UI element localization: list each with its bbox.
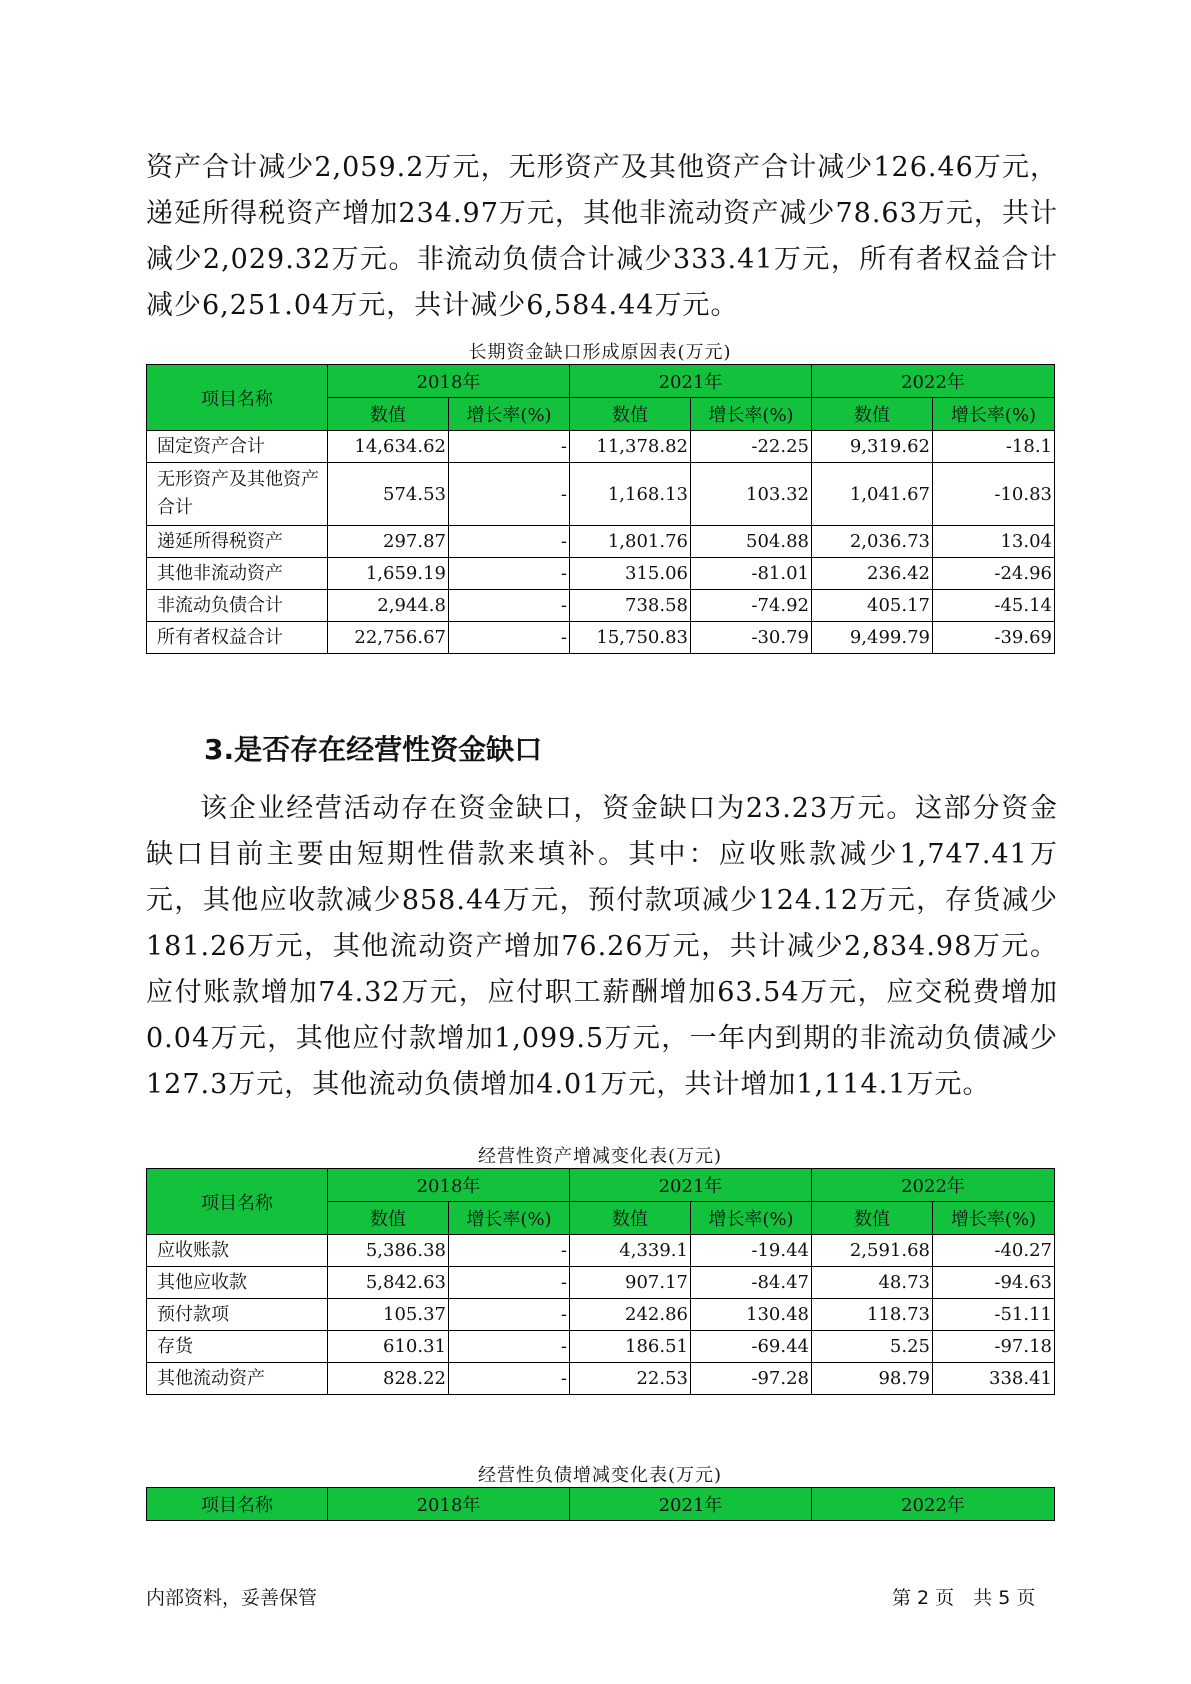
rate-2022: -10.83 — [933, 463, 1055, 526]
rate-2021: -97.28 — [691, 1363, 812, 1395]
footer-page-number: 第 2 页 共 5 页 — [892, 1587, 1036, 1609]
table-row — [147, 558, 1055, 590]
table-row — [147, 1363, 1055, 1395]
value-2018: 2,944.8 — [328, 590, 449, 622]
rate-2022: -97.18 — [933, 1331, 1055, 1363]
row-name: 无形资产及其他资产合计 — [147, 463, 328, 526]
table-row — [147, 463, 1055, 526]
header-value: 数值 — [328, 1202, 449, 1235]
value-2021: 242.86 — [570, 1299, 691, 1331]
table-row — [147, 590, 1055, 622]
value-2022: 236.42 — [812, 558, 933, 590]
paragraph-non-current-assets: 资产合计减少2,059.2万元，无形资产及其他资产合计减少126.46万元，递延所得税资产增加234.97万元，其他非流动资产减少78.63万元，共计减少2,029.32万元。非流动负债合计减少333.41万元，所有者权益合计减少6,251.04万元，共计减少6,584.44万元。 — [146, 152, 1058, 321]
value-2021: 1,168.13 — [570, 463, 691, 526]
row-name: 其他应收款 — [147, 1267, 328, 1299]
table-row — [147, 1235, 1055, 1267]
header-value: 数值 — [570, 1202, 691, 1235]
header-value: 数值 — [328, 398, 449, 431]
rate-2018: - — [449, 1267, 570, 1299]
rate-2022: -18.1 — [933, 431, 1055, 463]
value-2021: 1,801.76 — [570, 526, 691, 558]
value-2021: 315.06 — [570, 558, 691, 590]
value-2022: 5.25 — [812, 1331, 933, 1363]
row-name: 固定资产合计 — [147, 431, 328, 463]
header-rate: 增长率(%) — [933, 398, 1055, 431]
value-2018: 574.53 — [328, 463, 449, 526]
rate-2018: - — [449, 431, 570, 463]
header-value: 数值 — [812, 398, 933, 431]
operating-assets-table — [146, 1168, 1055, 1395]
rate-2021: -69.44 — [691, 1331, 812, 1363]
header-year-2021: 2021年 — [570, 1169, 812, 1202]
table-row — [147, 1267, 1055, 1299]
rate-2018: - — [449, 1299, 570, 1331]
rate-2018: - — [449, 558, 570, 590]
header-year-2022: 2022年 — [812, 1488, 1055, 1521]
rate-2018: - — [449, 1235, 570, 1267]
value-2018: 22,756.67 — [328, 622, 449, 654]
value-2018: 1,659.19 — [328, 558, 449, 590]
rate-2021: -74.92 — [691, 590, 812, 622]
long-term-gap-table — [146, 364, 1055, 654]
header-item-name: 项目名称 — [147, 1488, 328, 1521]
header-year-2021: 2021年 — [570, 1488, 812, 1521]
header-value: 数值 — [570, 398, 691, 431]
value-2022: 405.17 — [812, 590, 933, 622]
table1-caption: 长期资金缺口形成原因表(万元) — [468, 342, 732, 363]
row-name: 其他非流动资产 — [147, 558, 328, 590]
value-2018: 297.87 — [328, 526, 449, 558]
header-item-name: 项目名称 — [147, 365, 328, 431]
value-2021: 738.58 — [570, 590, 691, 622]
table3-caption: 经营性负债增减变化表(万元) — [477, 1465, 723, 1486]
rate-2022: -40.27 — [933, 1235, 1055, 1267]
header-year-2022: 2022年 — [812, 365, 1055, 398]
value-2021: 4,339.1 — [570, 1235, 691, 1267]
operating-liabilities-table — [146, 1487, 1055, 1521]
table-row — [147, 1299, 1055, 1331]
rate-2021: 103.32 — [691, 463, 812, 526]
rate-2021: 130.48 — [691, 1299, 812, 1331]
rate-2022: 13.04 — [933, 526, 1055, 558]
rate-2022: 338.41 — [933, 1363, 1055, 1395]
value-2022: 9,319.62 — [812, 431, 933, 463]
header-year-2018: 2018年 — [328, 1488, 570, 1521]
rate-2021: 504.88 — [691, 526, 812, 558]
footer-confidential: 内部资料，妥善保管 — [146, 1587, 318, 1609]
header-rate: 增长率(%) — [449, 398, 570, 431]
table-row — [147, 622, 1055, 654]
rate-2021: -30.79 — [691, 622, 812, 654]
header-item-name: 项目名称 — [147, 1169, 328, 1235]
value-2022: 2,591.68 — [812, 1235, 933, 1267]
row-name: 预付款项 — [147, 1299, 328, 1331]
header-year-2021: 2021年 — [570, 365, 812, 398]
header-rate: 增长率(%) — [449, 1202, 570, 1235]
table-row — [147, 526, 1055, 558]
rate-2018: - — [449, 622, 570, 654]
header-value: 数值 — [812, 1202, 933, 1235]
rate-2022: -39.69 — [933, 622, 1055, 654]
rate-2018: - — [449, 1331, 570, 1363]
table-row — [147, 431, 1055, 463]
row-name: 所有者权益合计 — [147, 622, 328, 654]
rate-2022: -51.11 — [933, 1299, 1055, 1331]
value-2021: 907.17 — [570, 1267, 691, 1299]
value-2022: 48.73 — [812, 1267, 933, 1299]
value-2018: 5,386.38 — [328, 1235, 449, 1267]
value-2022: 118.73 — [812, 1299, 933, 1331]
value-2018: 14,634.62 — [328, 431, 449, 463]
value-2021: 22.53 — [570, 1363, 691, 1395]
header-rate: 增长率(%) — [933, 1202, 1055, 1235]
row-name: 其他流动资产 — [147, 1363, 328, 1395]
value-2018: 105.37 — [328, 1299, 449, 1331]
row-name: 非流动负债合计 — [147, 590, 328, 622]
rate-2021: -84.47 — [691, 1267, 812, 1299]
row-name: 递延所得税资产 — [147, 526, 328, 558]
rate-2021: -81.01 — [691, 558, 812, 590]
rate-2022: -24.96 — [933, 558, 1055, 590]
value-2022: 98.79 — [812, 1363, 933, 1395]
header-year-2018: 2018年 — [328, 365, 570, 398]
row-name: 存货 — [147, 1331, 328, 1363]
value-2021: 186.51 — [570, 1331, 691, 1363]
value-2018: 5,842.63 — [328, 1267, 449, 1299]
header-rate: 增长率(%) — [691, 1202, 812, 1235]
value-2022: 2,036.73 — [812, 526, 933, 558]
rate-2018: - — [449, 463, 570, 526]
header-year-2022: 2022年 — [812, 1169, 1055, 1202]
rate-2018: - — [449, 590, 570, 622]
rate-2018: - — [449, 1363, 570, 1395]
rate-2022: -94.63 — [933, 1267, 1055, 1299]
value-2018: 828.22 — [328, 1363, 449, 1395]
value-2022: 9,499.79 — [812, 622, 933, 654]
row-name: 应收账款 — [147, 1235, 328, 1267]
table-row — [147, 1331, 1055, 1363]
rate-2021: -19.44 — [691, 1235, 812, 1267]
header-year-2018: 2018年 — [328, 1169, 570, 1202]
rate-2018: - — [449, 526, 570, 558]
rate-2022: -45.14 — [933, 590, 1055, 622]
paragraph-operating-gap: 该企业经营活动存在资金缺口，资金缺口为23.23万元。这部分资金缺口目前主要由短期性借款来填补。其中：应收账款减少1,747.41万元，其他应收款减少858.44万元，预付款项减少124.12万元，存货减少181.26万元，其他流动资产增加76.26万元，共计减少2,834.98万元。应付账款增加74.32万元，应付职工薪酬增加63.54万元，应交税费增加0.04万元，其他应付款增加1,099.5万元，一年内到期的非流动负债减少127.3万元，其他流动负债增加4.01万元，共计增加1,114.1万元。 — [146, 793, 1058, 1100]
value-2021: 11,378.82 — [570, 431, 691, 463]
value-2021: 15,750.83 — [570, 622, 691, 654]
section-heading: 3.是否存在经营性资金缺口 — [204, 733, 543, 766]
rate-2021: -22.25 — [691, 431, 812, 463]
value-2022: 1,041.67 — [812, 463, 933, 526]
table2-caption: 经营性资产增减变化表(万元) — [477, 1146, 723, 1167]
value-2018: 610.31 — [328, 1331, 449, 1363]
header-rate: 增长率(%) — [691, 398, 812, 431]
